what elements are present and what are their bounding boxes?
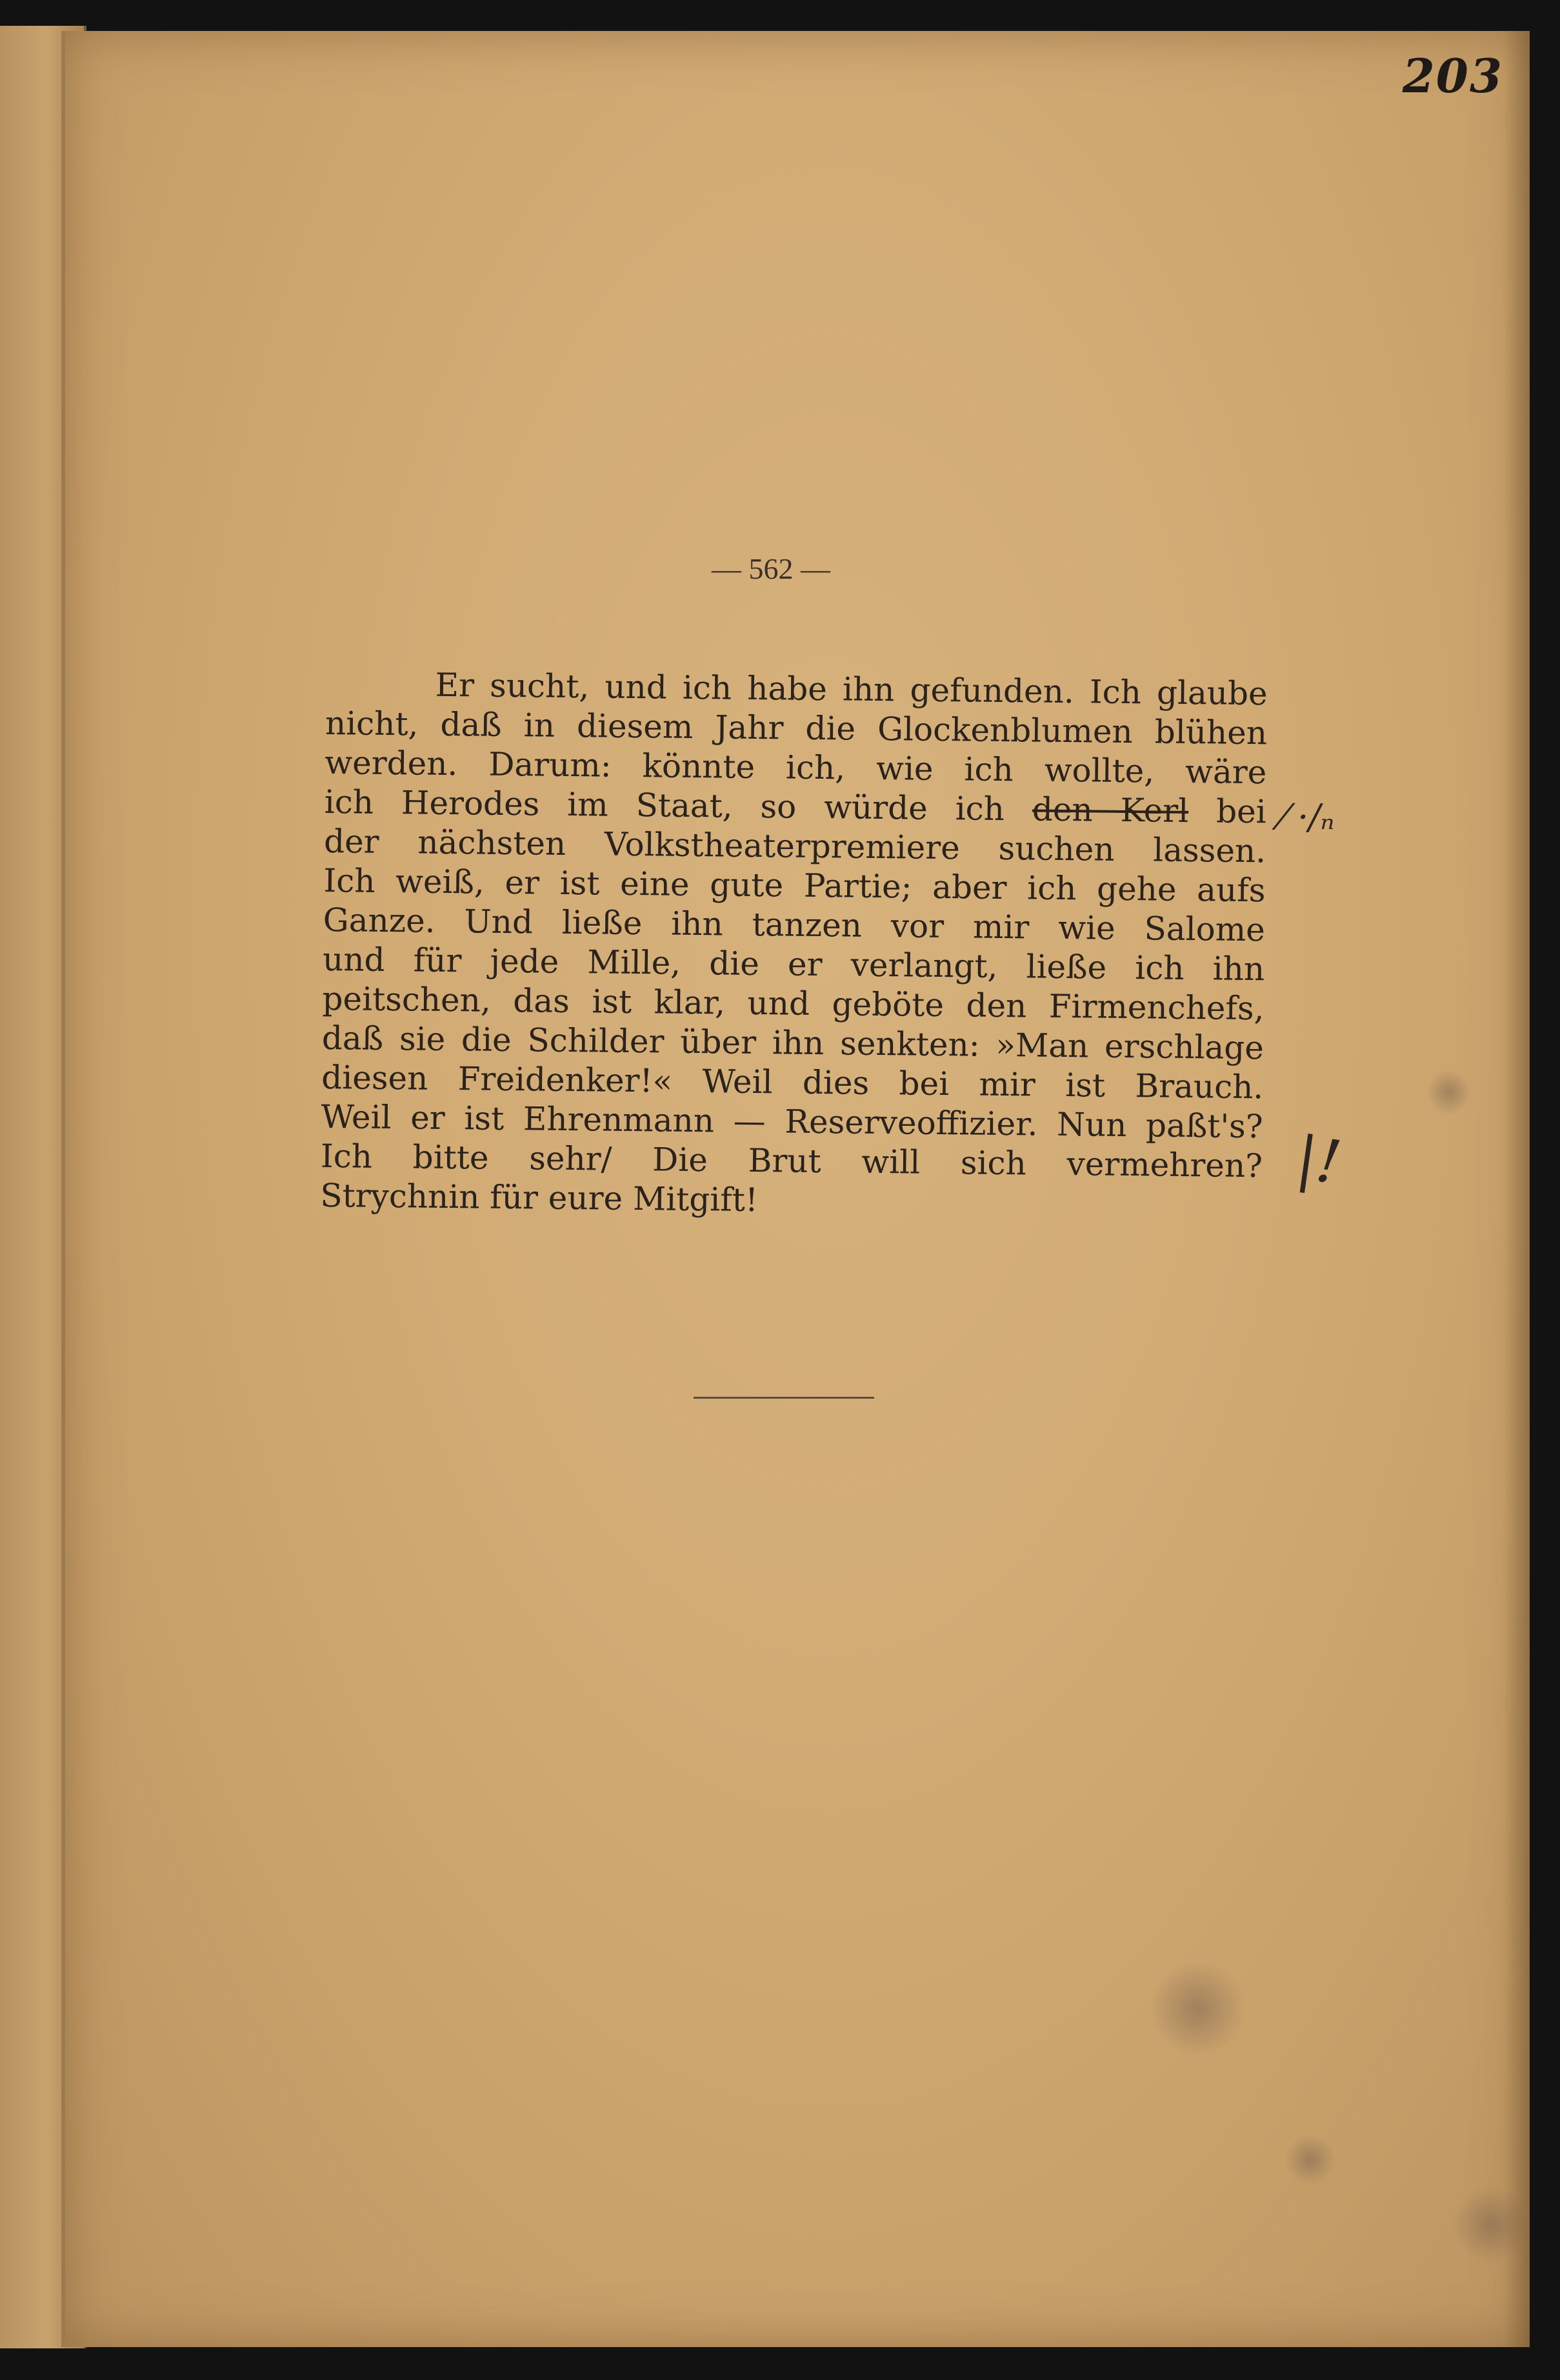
text-line: peitschen, das ist klar, und geböte den Firmenchefs, — [322, 979, 1265, 1028]
paper-stain — [1149, 1960, 1246, 2057]
main-paragraph — [320, 665, 1268, 1225]
page-edge-shadow — [1504, 31, 1530, 2347]
text-line: nicht, daß in diesem Jahr die Glockenblumen blühen — [325, 704, 1268, 752]
paper-stain — [1452, 2186, 1530, 2263]
struck-words: den Kerl — [1032, 790, 1189, 830]
text-line: Ich bitte sehr/ Die Brut will sich vermehren? — [320, 1137, 1263, 1185]
text-line: Strychnin für eure Mitgift! — [320, 1176, 759, 1219]
page-number: — 562 — — [712, 552, 830, 585]
text-line: daß sie die Schilder über ihn senkten: »Man erschlage — [321, 1019, 1265, 1067]
text-line: werden. Darum: könnte ich, wie ich wollte, wäre — [325, 743, 1267, 792]
text-line: Weil er ist Ehrenmann — Reserveoffizier. Nun paßt's? — [321, 1097, 1263, 1146]
text-line: Ich weiß, er ist eine gute Partie; aber ich gehe aufs — [323, 861, 1266, 910]
text-line-end: bei — [1188, 792, 1267, 831]
text-line: der nächsten Volkstheaterpremiere suchen lassen. — [323, 822, 1266, 870]
section-divider — [694, 1397, 874, 1399]
paper-stain — [1426, 1070, 1472, 1115]
archive-number: 203 — [1402, 48, 1503, 103]
paper-stain — [1285, 2134, 1336, 2186]
text-line: Er sucht, und ich habe ihn gefunden. Ich glaube — [435, 666, 1268, 713]
text-line-start: ich Herodes im Staat, so würde ich — [324, 783, 1033, 828]
text-line: diesen Freidenker!« Weil dies bei mir ist Brauch. — [321, 1058, 1264, 1106]
margin-annotation: ⁄ ·/ₙ — [1281, 797, 1335, 837]
text-line: Ganze. Und ließe ihn tanzen vor mir wie Salome — [323, 901, 1266, 949]
margin-annotation: |! — [1292, 1123, 1346, 1198]
text-line: und für jede Mille, die er verlangt, ließe ich ihn — [322, 940, 1265, 988]
